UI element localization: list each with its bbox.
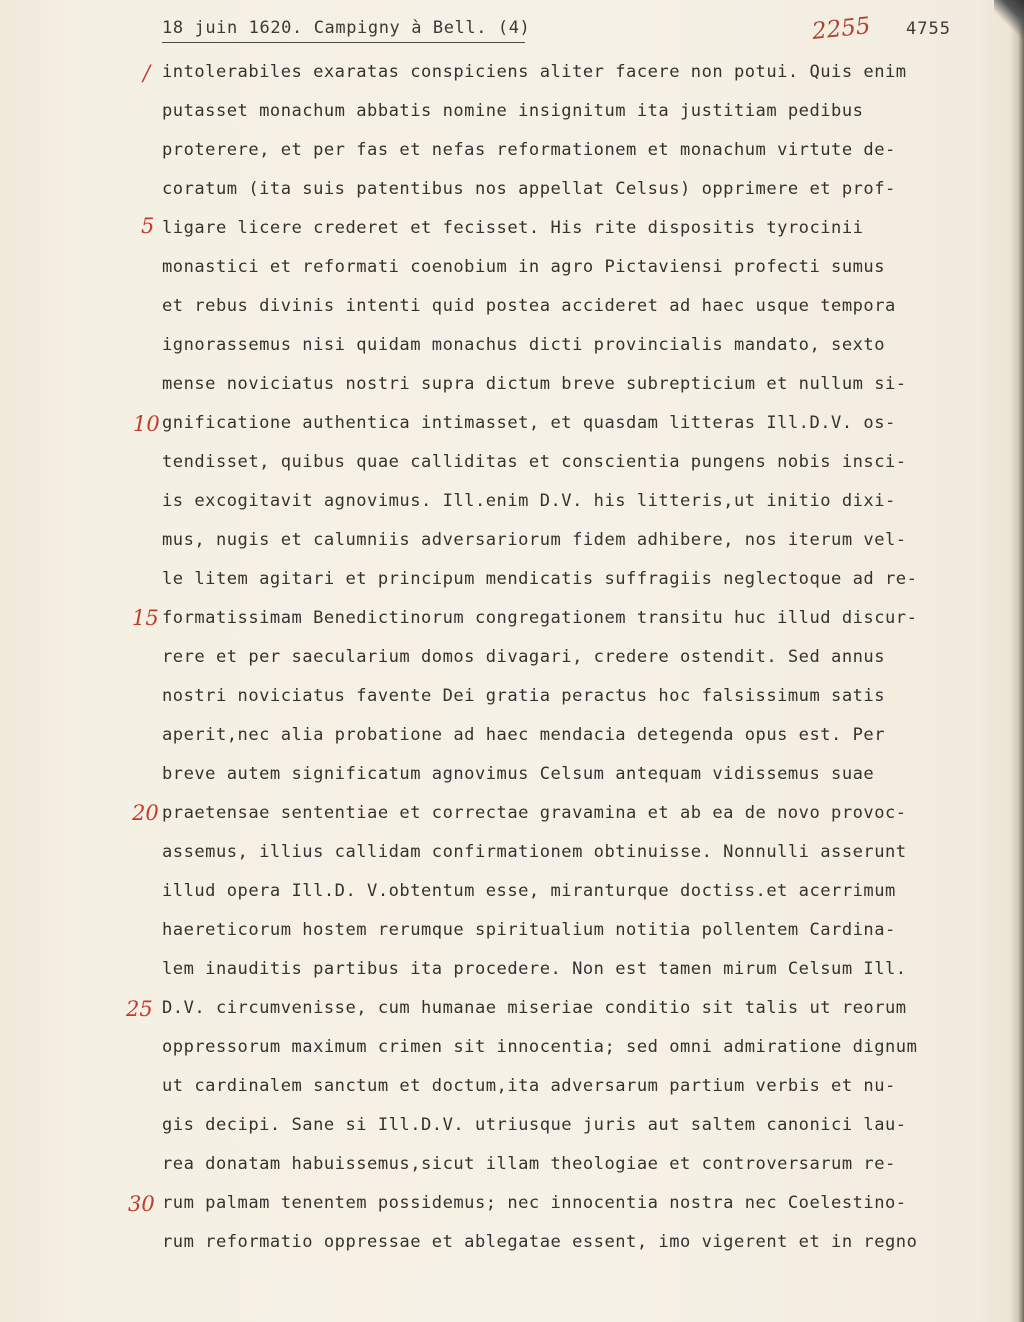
text-line: ut cardinalem sanctum et doctum,ita adversarum partium verbis et nu- <box>162 1076 896 1096</box>
text-line: le litem agitari et principum mendicatis suffragiis neglectoque ad re- <box>162 569 918 589</box>
text-line: haereticorum hostem rerumque spiritualium notitia pollentem Cardina- <box>162 920 896 940</box>
text-line: nostri noviciatus favente Dei gratia peractus hoc falsissimum satis <box>162 686 886 706</box>
page-edge-shadow <box>1010 0 1024 1322</box>
text-line: formatissimam Benedictinorum congregationem transitu huc illud discur- <box>162 608 918 628</box>
text-line: mense noviciatus nostri supra dictum breve subrepticium et nullum si- <box>162 374 907 394</box>
text-line: rum palmam tenentem possidemus; nec innocentia nostra nec Coelestino- <box>162 1193 907 1213</box>
text-line: putasset monachum abbatis nomine insignitum ita justitiam pedibus <box>162 101 864 121</box>
text-line: breve autem significatum agnovimus Celsum antequam vidissemus suae <box>162 764 875 784</box>
text-line: intolerabiles exaratas conspiciens aliter facere non potui. Quis enim <box>162 62 907 82</box>
margin-marker: 15 <box>132 606 159 630</box>
text-line: praetensae sententiae et correctae gravamina et ab ea de novo provoc- <box>162 803 907 823</box>
page-number: 4755 <box>906 19 951 39</box>
text-line: rea donatam habuissemus,sicut illam theologiae et controversarum re- <box>162 1154 896 1174</box>
text-line: is excogitavit agnovimus. Ill.enim D.V. his litteris,ut initio dixi- <box>162 491 896 511</box>
text-line: mus, nugis et calumniis adversariorum fidem adhibere, nos iterum vel- <box>162 530 907 550</box>
document-header: 18 juin 1620. Campigny à Bell. (4) <box>162 18 531 38</box>
margin-marker: 30 <box>128 1192 155 1216</box>
margin-marker: 10 <box>133 412 160 436</box>
text-line: ligare licere crederet et fecisset. His rite dispositis tyrocinii <box>162 218 864 238</box>
handwritten-folio-number: 2255 <box>810 13 872 45</box>
text-line: oppressorum maximum crimen sit innocentia; sed omni admiratione dignum <box>162 1037 918 1057</box>
margin-marker: 20 <box>132 801 159 825</box>
text-line: tendisset, quibus quae calliditas et conscientia pungens nobis insci- <box>162 452 907 472</box>
text-line: et rebus divinis intenti quid postea accideret ad haec usque tempora <box>162 296 896 316</box>
text-line: aperit,nec alia probatione ad haec mendacia detegenda opus est. Per <box>162 725 886 745</box>
text-line: monastici et reformati coenobium in agro Pictaviensi profecti sumus <box>162 257 886 277</box>
header-underline <box>162 42 525 43</box>
text-line: illud opera Ill.D. V.obtentum esse, miranturque doctiss.et acerrimum <box>162 881 896 901</box>
text-line: D.V. circumvenisse, cum humanae miseriae conditio sit talis ut reorum <box>162 998 907 1018</box>
text-line: gnificatione authentica intimasset, et quasdam litteras Ill.D.V. os- <box>162 413 896 433</box>
margin-marker: 5 <box>141 214 155 238</box>
text-line: rum reformatio oppressae et ablegatae essent, imo vigerent et in regno <box>162 1232 918 1252</box>
margin-marker: / <box>143 61 151 85</box>
margin-marker: 25 <box>126 997 153 1021</box>
text-line: ignorassemus nisi quidam monachus dicti provincialis mandato, sexto <box>162 335 886 355</box>
page-corner-shadow <box>994 0 1024 40</box>
text-line: lem inauditis partibus ita procedere. Non est tamen mirum Celsum Ill. <box>162 959 907 979</box>
text-line: proterere, et per fas et nefas reformationem et monachum virtute de- <box>162 140 896 160</box>
text-line: rere et per saecularium domos divagari, credere ostendit. Sed annus <box>162 647 886 667</box>
text-line: assemus, illius callidam confirmationem obtinuisse. Nonnulli asserunt <box>162 842 907 862</box>
text-line: gis decipi. Sane si Ill.D.V. utriusque juris aut saltem canonici lau- <box>162 1115 907 1135</box>
text-line: coratum (ita suis patentibus nos appellat Celsus) opprimere et prof- <box>162 179 896 199</box>
